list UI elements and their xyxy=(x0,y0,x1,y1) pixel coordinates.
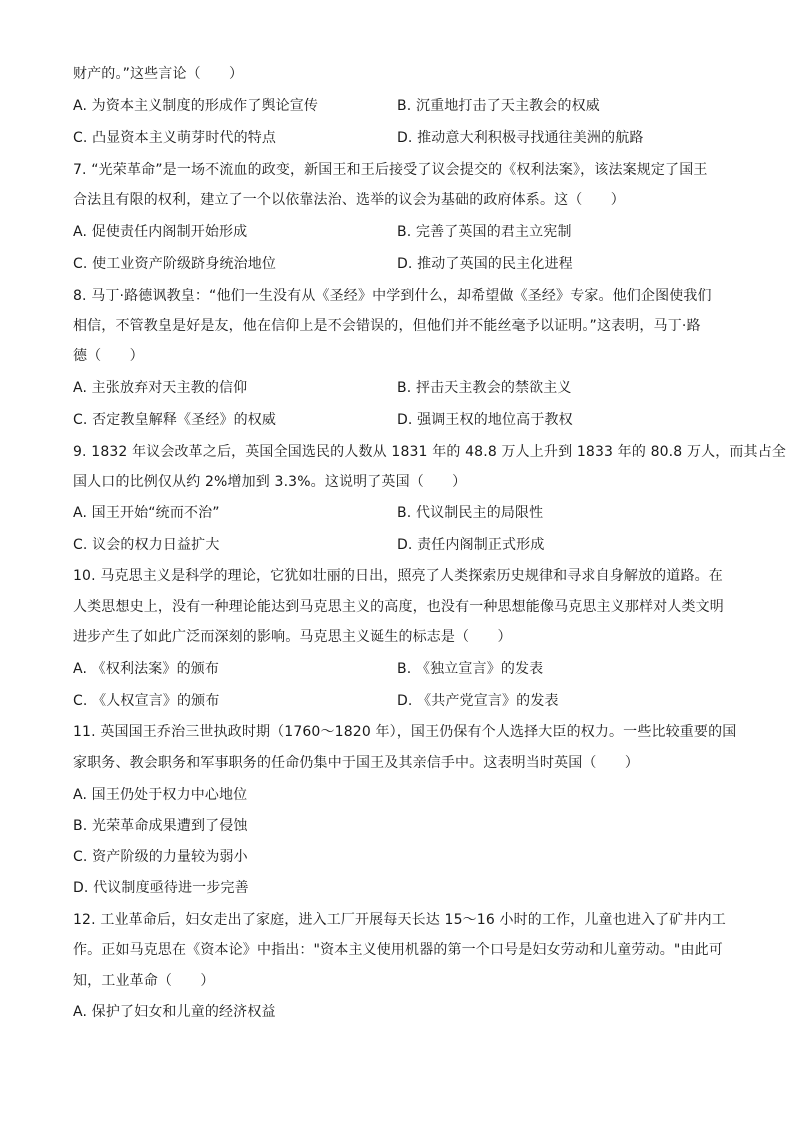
q12-stem-line-3: 知，工业革命（ ） xyxy=(73,973,215,989)
q6-option-b: B. 沉重地打击了天主教会的权威 xyxy=(397,98,600,114)
q11-option-b: B. 光荣革命成果遭到了侵蚀 xyxy=(73,818,248,834)
q10-stem-line-2: 人类思想史上，没有一种理论能达到马克思主义的高度，也没有一种思想能像马克思主义那样对人类文明 xyxy=(73,599,724,615)
q9-option-a: A. 国王开始“统而不治” xyxy=(73,505,220,521)
q9-option-d: D. 责任内阁制正式形成 xyxy=(397,537,545,553)
q12-stem-line-2: 作。正如马克思在《资本论》中指出："资本主义使用机器的第一个口号是妇女劳动和儿童劳动。"由此可 xyxy=(73,942,723,958)
q8-stem-line-2: 相信，不管教皇是好是友，他在信仰上是不会错误的，但他们并不能丝毫予以证明。”这表明，马丁·路 xyxy=(73,318,701,334)
q11-stem-line-2: 家职务、教会职务和军事职务的任命仍集中于国王及其亲信手中。这表明当时英国（ ） xyxy=(73,755,639,771)
q8-option-a: A. 主张放弃对天主教的信仰 xyxy=(73,380,248,396)
q7-stem-line-1: 7. “光荣革命”是一场不流血的政变，新国王和王后接受了议会提交的《权利法案》，该法案规定了国王 xyxy=(73,162,708,178)
q8-option-d: D. 强调王权的地位高于教权 xyxy=(397,412,573,428)
q6-option-d: D. 推动意大利积极寻找通往美洲的航路 xyxy=(397,130,644,146)
q12-option-a: A. 保护了妇女和儿童的经济权益 xyxy=(73,1004,276,1020)
q9-stem-line-2: 国人口的比例仅从约 2%增加到 3.3%。这说明了英国（ ） xyxy=(73,474,467,490)
q7-option-a: A. 促使责任内阁制开始形成 xyxy=(73,224,248,240)
q9-option-c: C. 议会的权力日益扩大 xyxy=(73,537,220,553)
q11-option-a: A. 国王仍处于权力中心地位 xyxy=(73,787,248,803)
q7-option-d: D. 推动了英国的民主化进程 xyxy=(397,256,573,272)
q11-option-c: C. 资产阶级的力量较为弱小 xyxy=(73,849,248,865)
q7-stem-line-2: 合法且有限的权利，建立了一个以依靠法治、选举的议会为基础的政府体系。这（ ） xyxy=(73,192,625,208)
q8-stem-line-3: 德（ ） xyxy=(73,348,144,364)
q11-option-d: D. 代议制度亟待进一步完善 xyxy=(73,880,249,896)
q9-stem-line-1: 9. 1832 年议会改革之后，英国全国选民的人数从 1831 年的 48.8 万人上升到 1833 年的 80.8 万人，而其占全 xyxy=(73,444,786,460)
q10-option-c: C. 《人权宣言》的颁布 xyxy=(73,693,220,709)
q10-option-b: B. 《独立宣言》的发表 xyxy=(397,661,544,677)
q11-stem-line-1: 11. 英国国王乔治三世执政时期（1760～1820 年），国王仍保有个人选择大臣的权力。一些比较重要的国 xyxy=(73,724,737,740)
q6-option-a: A. 为资本主义制度的形成作了舆论宣传 xyxy=(73,98,319,114)
q7-option-c: C. 使工业资产阶级跻身统治地位 xyxy=(73,256,277,272)
q12-stem-line-1: 12. 工业革命后，妇女走出了家庭，进入工厂开展每天长达 15～16 小时的工作，儿童也进入了矿井内工 xyxy=(73,912,726,928)
q10-stem-line-1: 10. 马克思主义是科学的理论，它犹如壮丽的日出，照亮了人类探索历史规律和寻求自身解放的道路。在 xyxy=(73,568,723,584)
q9-option-b: B. 代议制民主的局限性 xyxy=(397,505,544,521)
q10-option-a: A. 《权利法案》的颁布 xyxy=(73,661,220,677)
q10-option-d: D. 《共产党宣言》的发表 xyxy=(397,693,559,709)
q6-option-c: C. 凸显资本主义萌芽时代的特点 xyxy=(73,130,277,146)
q8-option-c: C. 否定教皇解释《圣经》的权威 xyxy=(73,412,277,428)
q8-stem-line-1: 8. 马丁·路德讽教皇：“他们一生没有从《圣经》中学到什么，却希望做《圣经》专家。他们企图使我们 xyxy=(73,288,712,304)
q10-stem-line-3: 进步产生了如此广泛而深刻的影响。马克思主义诞生的标志是（ ） xyxy=(73,629,512,645)
q8-option-b: B. 抨击天主教会的禁欲主义 xyxy=(397,380,572,396)
q7-option-b: B. 完善了英国的君主立宪制 xyxy=(397,224,572,240)
q6-stem-tail: 财产的。”这些言论（ ） xyxy=(73,66,244,82)
